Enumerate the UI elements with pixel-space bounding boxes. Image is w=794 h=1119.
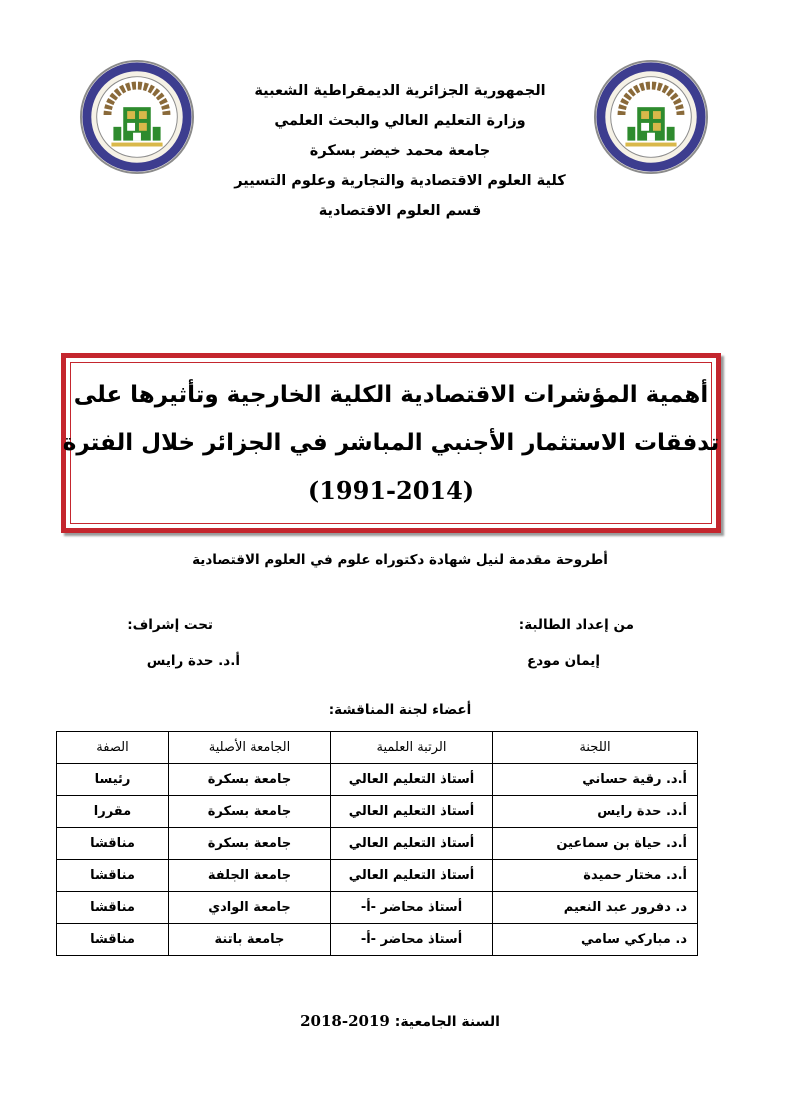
supervisor-label: تحت إشراف: <box>127 617 213 633</box>
member-university: جامعة بسكرة <box>169 828 331 860</box>
committee-table <box>56 731 698 956</box>
member-role: رئيسا <box>57 764 169 796</box>
member-rank: أستاذ التعليم العالي <box>331 860 493 892</box>
title-line-1: أهمية المؤشرات الاقتصادية الكلية الخارجية وتأثيرها على <box>73 382 709 408</box>
table-row <box>57 764 698 796</box>
title-line-2: تدفقات الاستثمار الأجنبي المباشر في الجزائر خلال الفترة <box>62 430 720 456</box>
member-name: أ.د. حدة رايس <box>493 796 698 828</box>
thesis-subtitle: أطروحة مقدمة لنيل شهادة دكتوراه علوم في العلوم الاقتصادية <box>192 552 608 568</box>
member-university: جامعة بسكرة <box>169 796 331 828</box>
member-rank: أستاذ التعليم العالي <box>331 828 493 860</box>
header-faculty: كلية العلوم الاقتصادية والتجارية وعلوم التسيير <box>234 173 566 189</box>
member-rank: أستاذ التعليم العالي <box>331 764 493 796</box>
table-row <box>57 924 698 956</box>
prepared-by-label: من إعداد الطالبة: <box>518 617 634 633</box>
member-name: أ.د. مختار حميدة <box>493 860 698 892</box>
header-country: الجمهورية الجزائرية الديمقراطية الشعبية <box>254 83 546 99</box>
thesis-title-box <box>61 353 721 533</box>
table-header-row <box>57 732 698 764</box>
member-role: مناقشا <box>57 828 169 860</box>
member-name: د. مباركي سامي <box>493 924 698 956</box>
thesis-title <box>62 362 720 524</box>
member-rank: أستاذ التعليم العالي <box>331 796 493 828</box>
member-name: أ.د. حياة بن سماعين <box>493 828 698 860</box>
member-university: جامعة باتنة <box>169 924 331 956</box>
header-role: الصفة <box>57 732 169 764</box>
header-university: جامعة محمد خيضر بسكرة <box>309 143 491 159</box>
committee-title: أعضاء لجنة المناقشة: <box>328 702 472 718</box>
table-row <box>57 892 698 924</box>
title-period: (1991-2014) <box>307 476 475 505</box>
supervisor-name: أ.د. حدة رايس <box>146 653 240 669</box>
table-row <box>57 796 698 828</box>
academic-year-label: السنة الجامعية: <box>394 1014 500 1030</box>
member-university: جامعة الوادي <box>169 892 331 924</box>
member-university: جامعة بسكرة <box>169 764 331 796</box>
member-name: د. دفرور عبد النعيم <box>493 892 698 924</box>
header-rank: الرتبة العلمية <box>331 732 493 764</box>
header-committee: اللجنة <box>493 732 698 764</box>
academic-year-value: 2018-2019 <box>300 1012 390 1030</box>
institution-header <box>170 76 630 226</box>
member-name: أ.د. رقية حساني <box>493 764 698 796</box>
member-role: مناقشا <box>57 892 169 924</box>
member-rank: أستاذ محاضر -أ- <box>331 924 493 956</box>
header-university: الجامعة الأصلية <box>169 732 331 764</box>
member-role: مناقشا <box>57 860 169 892</box>
table-row <box>57 828 698 860</box>
member-role: مقررا <box>57 796 169 828</box>
header-ministry: وزارة التعليم العالي والبحث العلمي <box>274 113 526 129</box>
academic-year <box>200 1012 600 1030</box>
member-role: مناقشا <box>57 924 169 956</box>
header-department: قسم العلوم الاقتصادية <box>318 203 482 219</box>
member-university: جامعة الجلفة <box>169 860 331 892</box>
member-rank: أستاذ محاضر -أ- <box>331 892 493 924</box>
table-row <box>57 860 698 892</box>
student-name: إيمان مودع <box>526 653 600 669</box>
